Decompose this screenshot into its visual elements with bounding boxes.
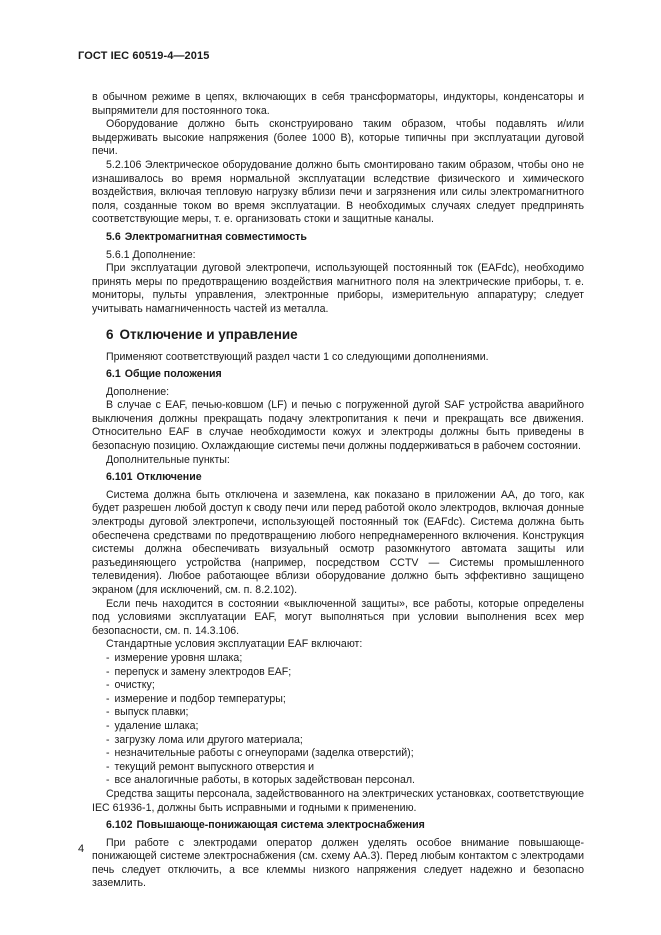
paragraph: Стандартные условия эксплуатации EAF включают:	[106, 638, 363, 651]
section-heading-5-6	[106, 231, 584, 245]
list-item-text: загрузку лома или другого материала;	[114, 733, 303, 746]
section-number: 6.102	[106, 819, 133, 832]
list-item	[92, 747, 584, 761]
list-item-text: измерение уровня шлака;	[114, 651, 243, 664]
list-dash: -	[106, 665, 110, 678]
list-item	[92, 720, 584, 734]
list-dash: -	[106, 733, 110, 746]
list-item	[92, 693, 584, 707]
list-item-text: перепуск и замену электродов EAF;	[114, 665, 292, 678]
section-title: Электромагнитная совместимость	[124, 230, 307, 243]
section-number: 6.1	[106, 368, 121, 381]
section-heading-6-101	[106, 471, 584, 485]
list-dash: -	[106, 774, 110, 787]
list-item	[92, 734, 584, 748]
paragraph: Применяют соответствующий раздел части 1 со следующими дополнениями.	[106, 350, 489, 363]
paragraph: Если печь находится в состоянии «выключенной защиты», все работы, которые определены под условиями эксплуатации EAF, могут выполняться при условии выполнения всех мер безопасности, см. п. 14.3.106.	[92, 597, 584, 637]
paragraph: Оборудование должно быть сконструировано таким образом, чтобы подавлять и/или выдерживать высокие напряжения (более 1000 В), которые типичны при эксплуатации дуговой печи.	[92, 118, 584, 158]
list-dash: -	[106, 692, 110, 705]
paragraph: При эксплуатации дуговой электропечи, использующей постоянный ток (EAFdc), необходимо принять меры по предотвращению воздействия магнитного поля на электрические приборы, т. е. мониторы, пульты управления, электронные приборы, измерительную аппаратуру; следует учитывать намагниченность частей из металла.	[92, 262, 584, 315]
list-item-text: удаление шлака;	[114, 719, 199, 732]
chapter-heading-6	[106, 327, 584, 343]
paragraph: Дополнительные пункты:	[106, 453, 230, 466]
paragraph: Средства защиты персонала, задействованного на электрических установках, соответствующие IEC 61936-1, должны быть исправными и годными к применению.	[92, 787, 584, 814]
list-item	[92, 679, 584, 693]
page-number: 4	[78, 843, 85, 855]
paragraph: Система должна быть отключена и заземлена, как показано в приложении АА, до того, как будет разрешен любой доступ к своду печи или перед работой около электродов, включая донные электроды дуговой электропечи, использующей постоянный ток (EAFdc). Система должна быть обеспечена средствами по предотвращению любого непреднамеренного включения. Конструкция системы должна обеспечивать визуальный осмотр разомкнутого автомата защиты или разъединяющего устройства (например, посредством CCTV — Системы промышленного телевидения). Любое работающее вблизи оборудование должно быть эффективно защищено экраном (для исключений, см. п. 8.2.102).	[92, 488, 584, 596]
list-item-text: выпуск плавки;	[114, 706, 189, 719]
list-item	[92, 666, 584, 680]
section-heading-6-1	[106, 368, 584, 382]
section-title: Общие положения	[124, 368, 222, 381]
list-item-text: измерение и подбор температуры;	[114, 692, 286, 705]
list-dash: -	[106, 760, 110, 773]
section-number: 6.101	[106, 471, 133, 484]
paragraph: Дополнение:	[106, 385, 170, 398]
conditions-list	[92, 652, 584, 788]
list-item-text: очистку;	[114, 679, 155, 692]
paragraph: При работе с электродами оператор должен уделять особое внимание повышающе-понижающей системе электроснабжения (см. схему АА.3). Перед любым контактом с электродами печь следует отключить, а все клеммы низкого напряжения следует надежно и безопасно заземлить.	[92, 836, 584, 890]
section-title: Отключение	[136, 471, 202, 484]
paragraph: 5.2.106 Электрическое оборудование должно быть смонтировано таким образом, чтобы оно не изнашивалось во время нормальной эксплуатации вследствие физического и химического воздействия, включая тепловую нагрузку вблизи печи и загрязнения или силы электромагнитного поля, созданные током во время эксплуатации. В необходимых случаях следует предпринять соответствующие меры, т. е. организовать стоки и защитные каналы.	[92, 158, 584, 226]
chapter-title: Отключение и управление	[119, 326, 298, 342]
list-dash: -	[106, 706, 110, 719]
list-item	[92, 706, 584, 720]
section-number: 5.6	[106, 230, 121, 243]
list-item	[92, 761, 584, 775]
list-dash: -	[106, 651, 110, 664]
list-item-text: все аналогичные работы, в которых задействован персонал.	[114, 774, 415, 787]
paragraph: в обычном режиме в цепях, включающих в себя трансформаторы, индукторы, конденсаторы и выпрямители для постоянного тока.	[92, 91, 584, 117]
page-body	[92, 91, 584, 891]
list-item	[92, 774, 584, 788]
section-title: Повышающе-понижающая система электроснабжения	[136, 819, 425, 832]
list-item	[92, 652, 584, 666]
list-dash: -	[106, 719, 110, 732]
chapter-number: 6	[106, 326, 114, 342]
list-dash: -	[106, 747, 110, 760]
list-item-text: текущий ремонт выпускного отверстия и	[114, 760, 315, 773]
paragraph: 5.6.1 Дополнение:	[106, 248, 196, 261]
section-heading-6-102	[106, 819, 584, 833]
list-item-text: незначительные работы с огнеупорами (заделка отверстий);	[114, 747, 414, 760]
list-dash: -	[106, 679, 110, 692]
paragraph: В случае с EAF, печью-ковшом (LF) и печью с погруженной дугой SAF устройства аварийного выключения должны прекращать подачу электропитания к печи и прекращать все движения. Относительно EAF в случае необходимости кожух и электроды должны быть приведены в безопасную позицию. Охлаждающие системы печи должны поддерживаться в рабочем состоянии.	[92, 399, 584, 453]
document-header: ГОСТ IEC 60519-4—2015	[78, 50, 210, 62]
